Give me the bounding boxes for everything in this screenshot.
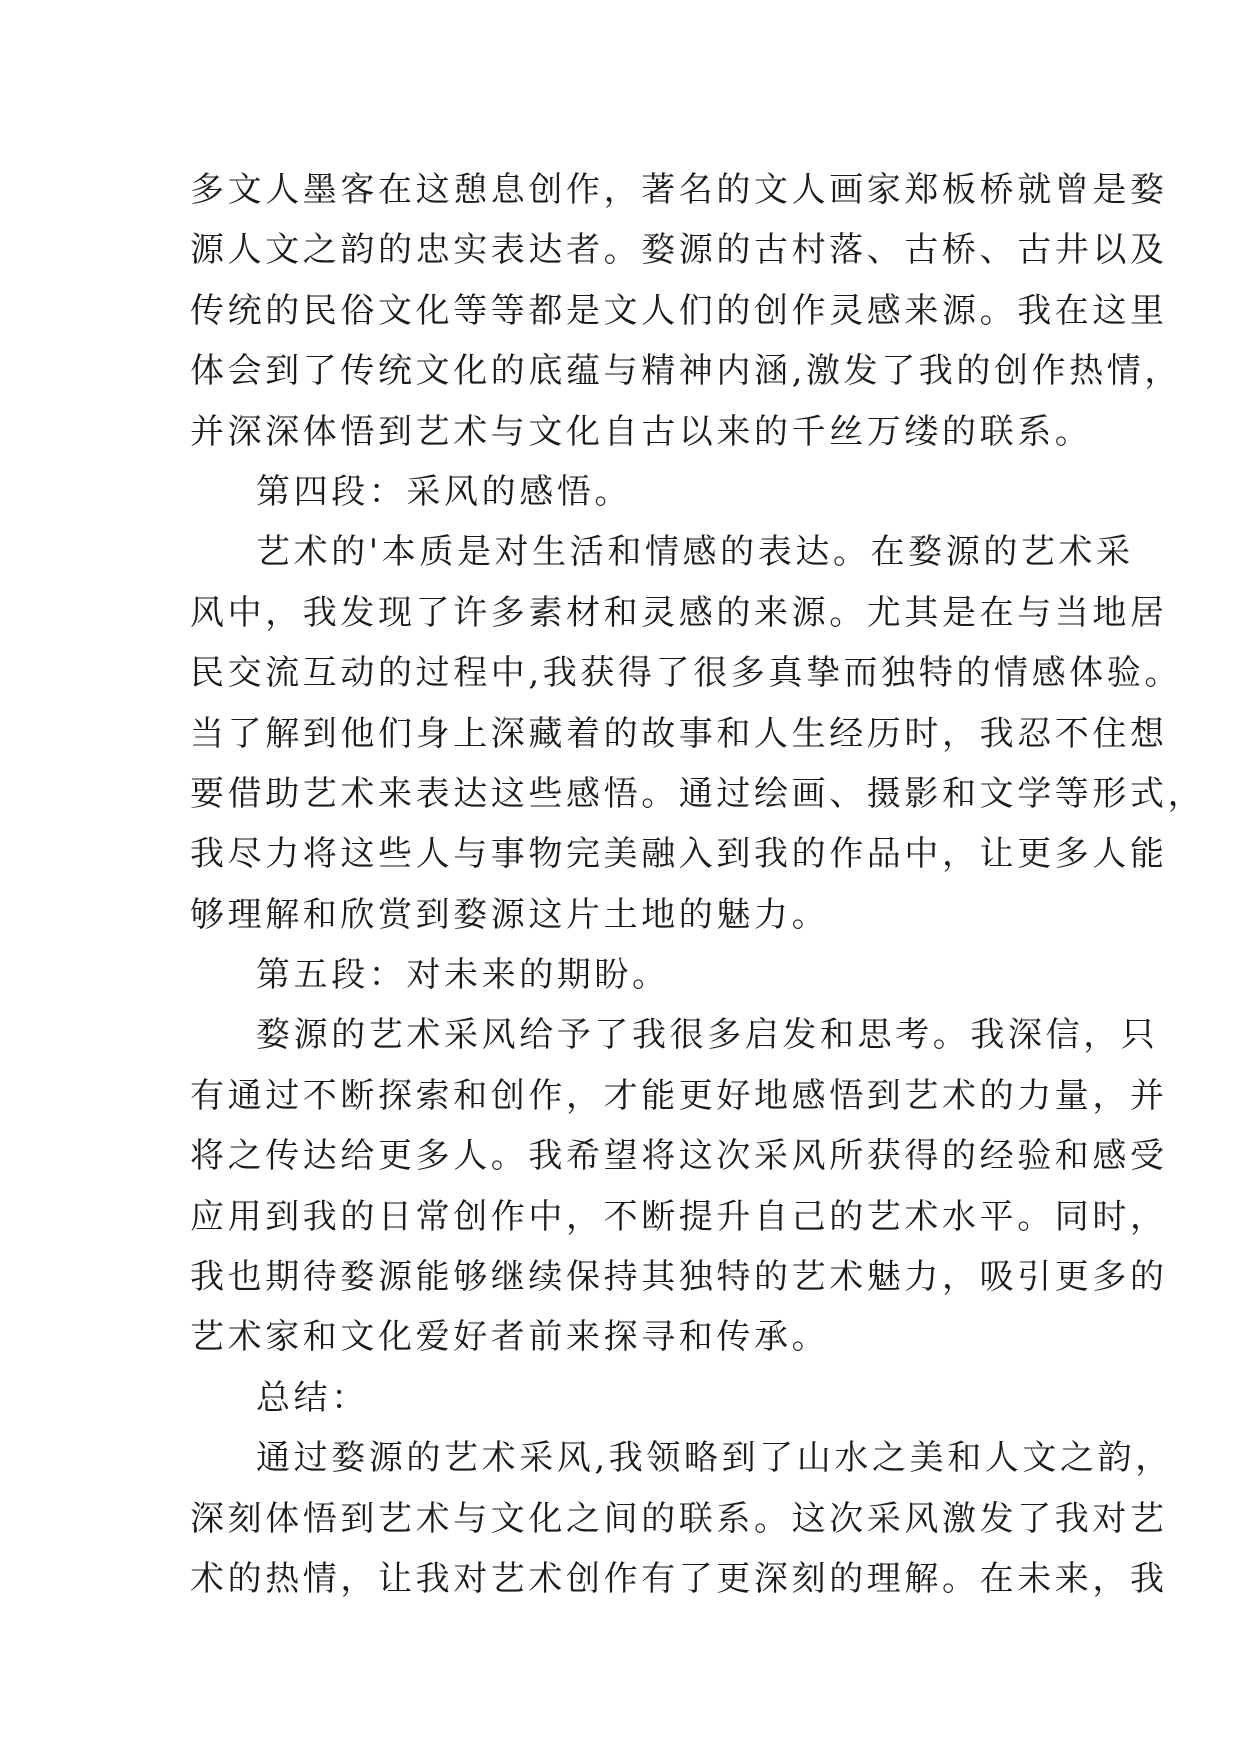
text-line: 当了解到他们身上深藏着的故事和人生经历时，我忍不住想	[190, 713, 1168, 754]
text-line: 有通过不断探索和创作，才能更好地感悟到艺术的力量，并	[190, 1075, 1168, 1116]
text-line: 源人文之韵的忠实表达者。婺源的古村落、古桥、古井以及	[190, 230, 1168, 271]
paragraph-first-line: 艺术的'本质是对生活和情感的表达。在婺源的艺术采	[256, 532, 1134, 573]
text-line: 传统的民俗文化等等都是文人们的创作灵感来源。我在这里	[190, 290, 1168, 331]
text-line: 民交流互动的过程中,我获得了很多真挚而独特的情感体验。	[190, 653, 1183, 694]
text-line: 够理解和欣赏到婺源这片土地的魅力。	[190, 894, 830, 935]
text-line: 多文人墨客在这憩息创作，著名的文人画家郑板桥就曾是婺	[190, 170, 1168, 210]
text-line: 并深深体悟到艺术与文化自古以来的千丝万缕的联系。	[190, 411, 1093, 452]
text-line: 风中，我发现了许多素材和灵感的来源。尤其是在与当地居	[190, 592, 1168, 633]
section-heading: 第四段：采风的感悟。	[256, 471, 632, 512]
paragraph-first-line: 通过婺源的艺术采风,我领略到了山水之美和人文之韵，	[256, 1438, 1173, 1479]
text-line: 将之传达给更多人。我希望将这次采风所获得的经验和感受	[190, 1136, 1168, 1177]
section-heading: 第五段：对未来的期盼。	[256, 955, 670, 996]
text-line: 要借助艺术来表达这些感悟。通过绘画、摄影和文学等形式，	[190, 773, 1206, 814]
text-line: 术的热情，让我对艺术创作有了更深刻的理解。在未来，我	[190, 1558, 1168, 1599]
paragraph-first-line: 婺源的艺术采风给予了我很多启发和思考。我深信，只	[256, 1015, 1159, 1056]
section-heading: 总结：	[256, 1377, 369, 1418]
text-line: 艺术家和文化爱好者前来探寻和传承。	[190, 1317, 830, 1358]
text-line: 应用到我的日常创作中，不断提升自己的艺术水平。同时，	[190, 1196, 1168, 1237]
document-body-text	[190, 160, 1206, 1609]
text-line: 我也期待婺源能够继续保持其独特的艺术魅力，吸引更多的	[190, 1257, 1168, 1298]
text-line: 深刻体悟到艺术与文化之间的联系。这次采风激发了我对艺	[190, 1498, 1168, 1539]
text-line: 体会到了传统文化的底蕴与精神内涵,激发了我的创作热情，	[190, 351, 1183, 392]
text-line: 我尽力将这些人与事物完美融入到我的作品中，让更多人能	[190, 834, 1168, 875]
